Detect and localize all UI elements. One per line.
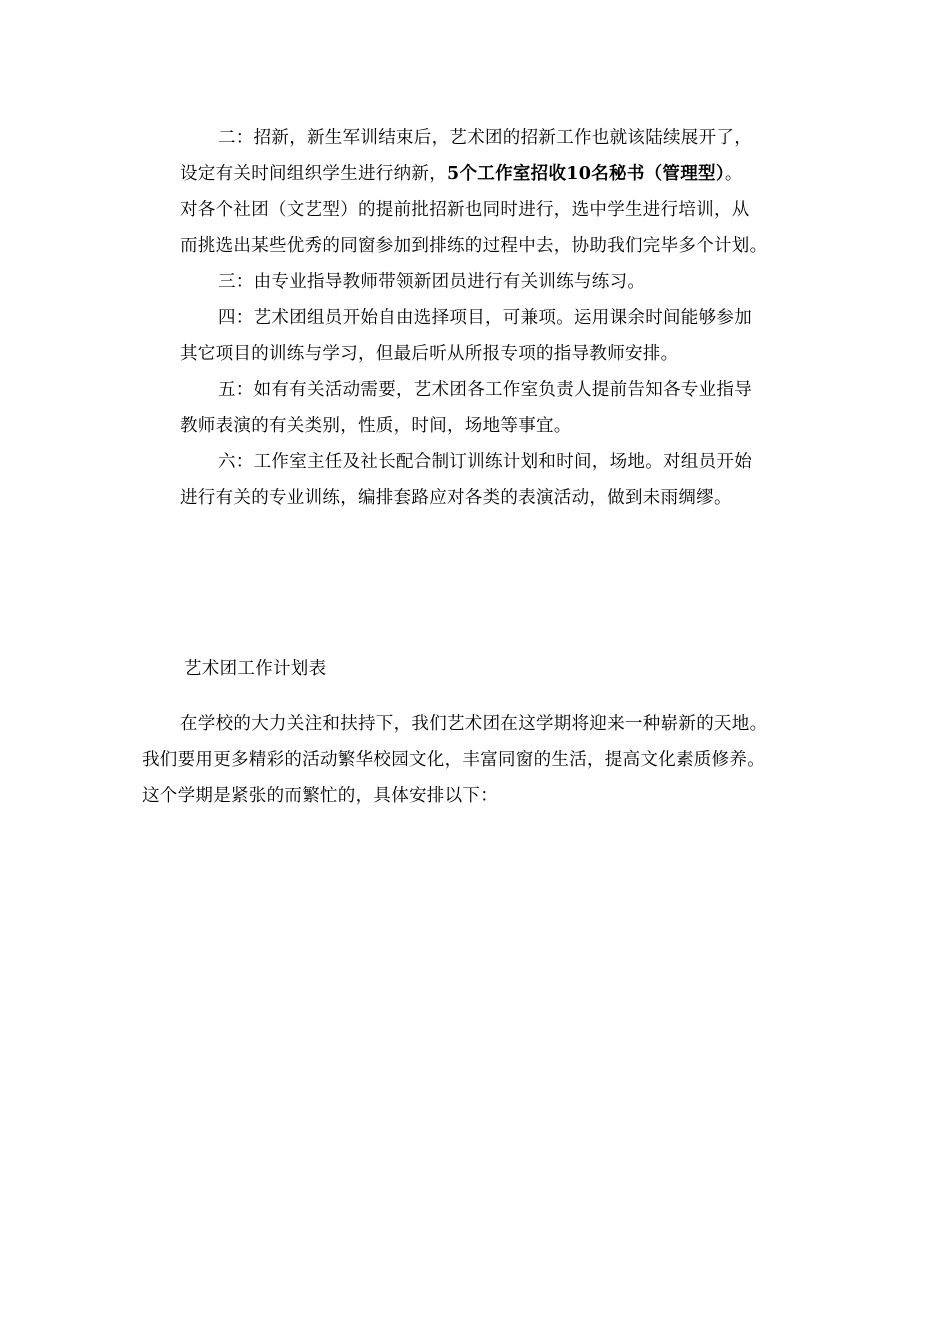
step-four-line2: 其它项目的训练与学习，但最后听从所报专项的指导教师安排。 [180, 344, 679, 364]
step-two-line2 [180, 156, 820, 192]
step-three: 三：由专业指导教师带领新团员进行有关训练与练习。 [218, 272, 646, 292]
step-two-line2-text: 设定有关时间组织学生进行纳新， [180, 164, 447, 184]
step-four-line1: 四：艺术团组员开始自由选择项目，可兼项。运用课余时间能够参加 [218, 308, 752, 328]
step-two-line4: 而挑选出某些优秀的同窗参加到排练的过程中去，协助我们完毕多个计划。 [180, 236, 768, 256]
step-five-line1: 五：如有有关活动需要，艺术团各工作室负责人提前告知各专业指导 [218, 380, 752, 400]
plan-steps-section [180, 120, 820, 516]
intro-line2: 我们要用更多精彩的活动繁华校园文化，丰富同窗的生活，提高文化素质修养。 [142, 750, 765, 770]
intro-line1: 在学校的大力关注和扶持下，我们艺术团在这学期将迎来一种崭新的天地。 [180, 714, 768, 734]
step-six-line2: 进行有关的专业训练，编排套路应对各类的表演活动，做到未雨绸缪。 [180, 488, 732, 508]
step-two-bold-text: 5个工作室招收10名秘书（管理型） [447, 164, 725, 184]
intro-line3: 这个学期是紧张的而繁忙的，具体安排以下： [142, 786, 498, 806]
step-two-line1: 二：招新，新生军训结束后，艺术团的招新工作也就该陆续展开了， [218, 128, 752, 148]
intro-section [142, 706, 822, 814]
section-heading: 艺术团工作计划表 [184, 659, 327, 679]
step-five-line2: 教师表演的有关类别，性质，时间，场地等事宜。 [180, 416, 572, 436]
step-two-line2-end: 。 [724, 164, 743, 184]
step-six-line1: 六：工作室主任及社长配合制订训练计划和时间，场地。对组员开始 [218, 452, 752, 472]
step-two-line3: 对各个社团（文艺型）的提前批招新也同时进行，选中学生进行培训，从 [180, 200, 750, 220]
